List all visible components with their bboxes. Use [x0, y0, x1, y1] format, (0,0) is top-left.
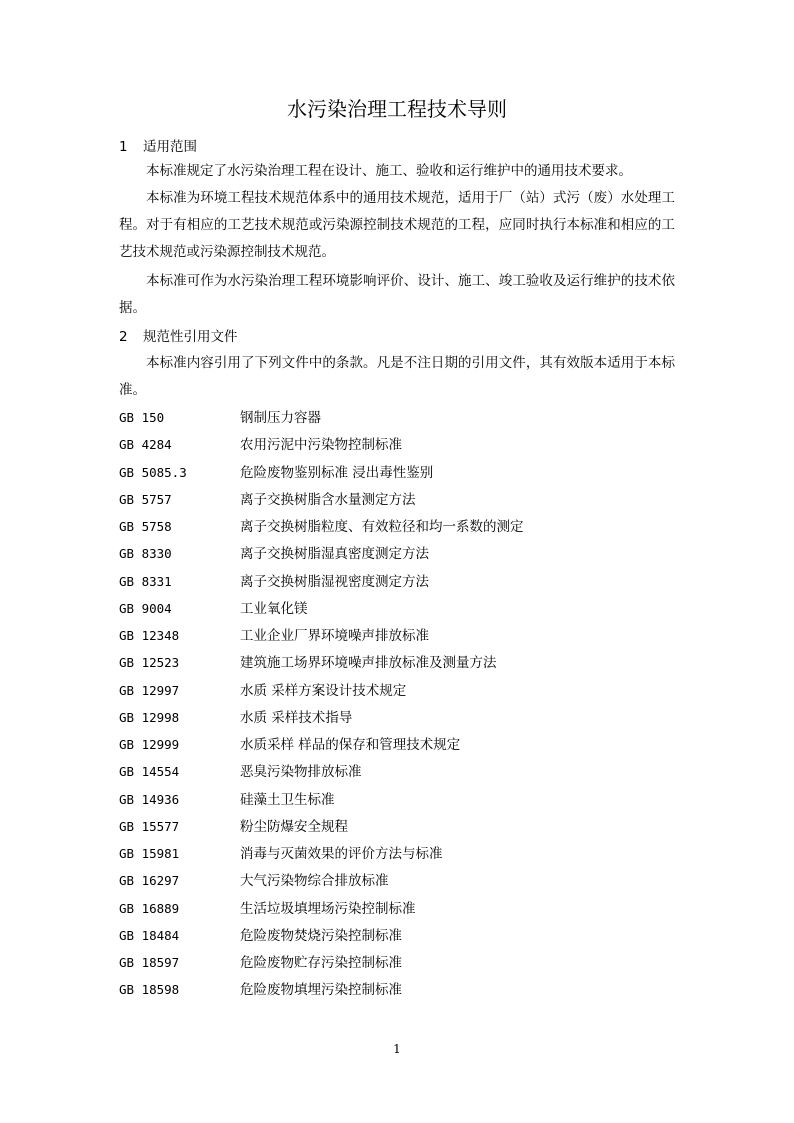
reference-name: 生活垃圾填埋场污染控制标准: [240, 900, 416, 917]
reference-name: 硅藻土卫生标准: [240, 791, 335, 808]
reference-name: 危险废物焚烧污染控制标准: [240, 927, 402, 944]
reference-code: GB 12998: [119, 709, 180, 725]
reference-code: GB 8331: [119, 573, 172, 589]
reference-item: [119, 813, 675, 840]
reference-code: GB 18597: [119, 955, 180, 970]
reference-item: [119, 949, 675, 976]
reference-item: [119, 486, 675, 513]
section-2-heading: [119, 327, 238, 347]
reference-code: GB 5085.3: [119, 464, 187, 480]
reference-code: GB 18598: [119, 982, 180, 998]
reference-item: [119, 922, 675, 949]
reference-name: 恶臭污染物排放标准: [240, 764, 362, 781]
reference-code: GB 18484: [119, 927, 180, 943]
reference-item: [119, 840, 675, 867]
section-1-title: 适用范围: [143, 139, 197, 155]
reference-code: GB 14554: [119, 764, 180, 780]
reference-name: 工业企业厂界环境噪声排放标准: [240, 628, 429, 644]
reference-code: GB 150: [119, 410, 165, 425]
reference-name: 离子交换树脂湿真密度测定方法: [240, 546, 429, 563]
reference-name: 离子交换树脂湿视密度测定方法: [240, 573, 429, 590]
document-title: 水污染治理工程技术导则: [287, 97, 507, 121]
reference-name: 危险废物鉴别标准 浸出毒性鉴别: [240, 464, 434, 481]
page-number: 1: [393, 1042, 401, 1056]
reference-name: 钢制压力容器: [240, 410, 321, 426]
reference-code: GB 12999: [119, 737, 180, 752]
reference-code: GB 12997: [119, 682, 180, 698]
reference-item: [119, 786, 675, 813]
reference-item: [119, 867, 675, 894]
reference-code: GB 4284: [119, 437, 172, 453]
reference-name: 农用污泥中污染物控制标准: [240, 437, 402, 454]
reference-code: GB 12523: [119, 655, 180, 671]
reference-item: [119, 595, 675, 622]
reference-name: 粉尘防爆安全规程: [240, 818, 348, 835]
reference-code: GB 14936: [119, 791, 180, 807]
reference-item: [119, 895, 675, 922]
reference-item: [119, 976, 675, 1003]
reference-item: [119, 431, 675, 458]
reference-item: [119, 704, 675, 731]
reference-item: [119, 404, 675, 431]
section-1-paragraph-2: 本标准为环境工程技术规范体系中的通用技术规范，适用于厂（站）式污（废）水处理工程。对于有相应的工艺技术规范或污染源控制技术规范的工程，应同时执行本标准和相应的工艺技术规范或污染源控制技术规范。: [119, 190, 675, 260]
reference-code: GB 5757: [119, 491, 172, 507]
reference-name: 水质采样 样品的保存和管理技术规定: [240, 737, 461, 753]
reference-code: GB 12348: [119, 628, 180, 643]
reference-code: GB 16889: [119, 900, 180, 916]
reference-item: [119, 758, 675, 785]
section-1-paragraph-1: 本标准规定了水污染治理工程在设计、施工、验收和运行维护中的通用技术要求。: [146, 163, 632, 179]
reference-name: 危险废物贮存污染控制标准: [240, 955, 402, 971]
reference-item: [119, 622, 675, 649]
reference-item: [119, 513, 675, 540]
reference-code: GB 5758: [119, 519, 172, 534]
reference-code: GB 8330: [119, 546, 172, 562]
reference-name: 离子交换树脂含水量测定方法: [240, 491, 416, 508]
section-1-heading: [119, 137, 197, 157]
reference-name: 建筑施工场界环境噪声排放标准及测量方法: [240, 655, 497, 672]
reference-name: 离子交换树脂粒度、有效粒径和均一系数的测定: [240, 519, 524, 535]
reference-name: 水质 采样技术指导: [240, 709, 353, 726]
reference-item: [119, 568, 675, 595]
section-2-intro: 本标准内容引用了下列文件中的条款。凡是不注日期的引用文件，其有效版本适用于本标准。: [119, 355, 675, 398]
reference-code: GB 15981: [119, 846, 180, 861]
section-2-title: 规范性引用文件: [143, 329, 238, 345]
reference-item: [119, 731, 675, 758]
reference-item: [119, 649, 675, 676]
reference-item: [119, 459, 675, 486]
section-1-number: 1: [119, 139, 128, 155]
reference-item: [119, 677, 675, 704]
reference-name: 水质 采样方案设计技术规定: [240, 682, 407, 699]
reference-list: [119, 404, 675, 1004]
reference-name: 消毒与灭菌效果的评价方法与标准: [240, 846, 443, 862]
reference-name: 工业氧化镁: [240, 600, 308, 617]
section-2-number: 2: [119, 329, 128, 345]
reference-name: 危险废物填埋污染控制标准: [240, 982, 402, 999]
reference-code: GB 16297: [119, 873, 180, 889]
reference-item: [119, 540, 675, 567]
reference-code: GB 15577: [119, 818, 180, 834]
section-1-paragraph-3: 本标准可作为水污染治理工程环境影响评价、设计、施工、竣工验收及运行维护的技术依据。: [119, 273, 675, 316]
reference-code: GB 9004: [119, 600, 172, 616]
reference-name: 大气污染物综合排放标准: [240, 873, 389, 890]
